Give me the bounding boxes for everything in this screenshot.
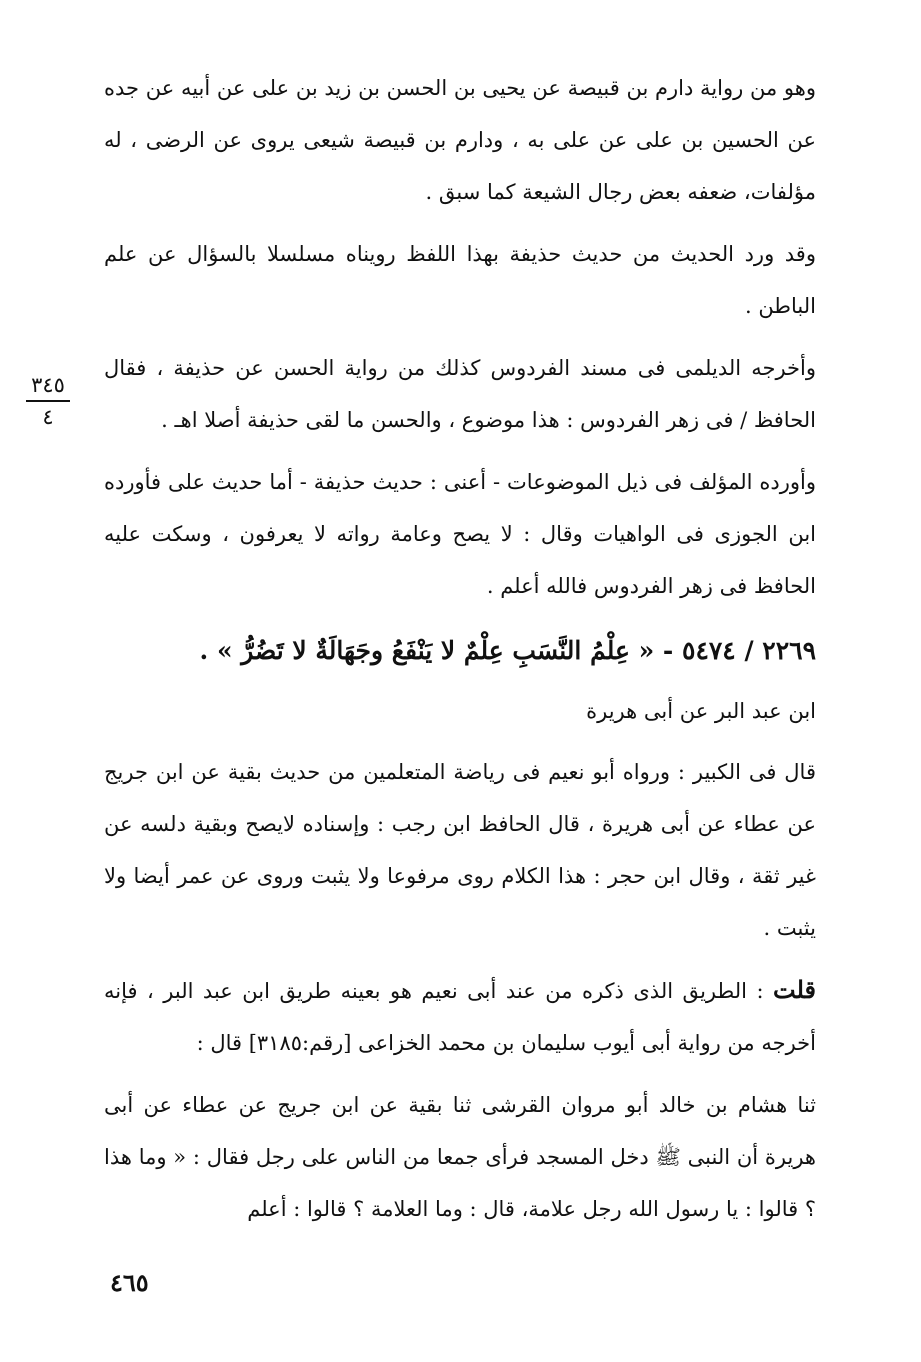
paragraph-2: وقد ورد الحديث من حديث حذيفة بهذا اللفظ رويناه مسلسلا بالسؤال عن علم الباطن . [104, 242, 816, 318]
margin-reference-top: ٣٤٥ [31, 373, 65, 397]
paragraph-commentary: قال فى الكبير : ورواه أبو نعيم فى رياضة المتعلمين من حديث بقية عن ابن جريج عن عطاء عن أبى هريرة ، قال الحافظ ابن رجب : وإسناده لايصح وبقية دلسه عن غير ثقة ، وقال ابن حجر : هذا الكلام روى مرفوعا ولا يثبت وروى عن عمر أيضا ولا يثبت . [104, 760, 816, 940]
margin-reference-bottom: ٤ [42, 405, 54, 429]
qult-text: : الطريق الذى ذكره من عند أبى نعيم هو بعينه طريق ابن عبد البر ، فإنه أخرجه من رواية أبى أيوب سليمان بن محمد الخزاعى [رقم:٣١٨٥] قال : [104, 979, 816, 1055]
paragraph-final: ثنا هشام بن خالد أبو مروان القرشى ثنا بقية عن ابن جريج عن عطاء عن أبى هريرة أن النبى ﷺ دخل المسجد فرأى جمعا من الناس على رجل فقال : « وما هذا ؟ قالوا : يا رسول الله رجل علامة، قال : وما العلامة ؟ قالوا : أعلم [104, 1093, 817, 1221]
margin-reference-divider [26, 400, 70, 402]
margin-reference [22, 372, 74, 430]
main-text-block [104, 62, 816, 1245]
qult-lead-word: قلت [773, 975, 816, 1004]
paragraph-qult [104, 964, 816, 1069]
hadith-source: ابن عبد البر عن أبى هريرة [586, 699, 816, 723]
paragraph-4: وأورده المؤلف فى ذيل الموضوعات - أعنى : حديث حذيفة - أما حديث على فأورده ابن الجوزى فى الواهيات وقال : لا يصح وعامة رواته لا يعرفون ، وسكت عليه الحافظ فى زهر الفردوس فالله أعلم . [104, 470, 816, 598]
hadith-heading: ٢٢٦٩ / ٥٤٧٤ - « عِلْمُ النَّسَبِ عِلْمٌ لا يَنْفَعُ وجَهَالَةٌ لا تَضُرُّ » . [199, 636, 816, 665]
paragraph-1: وهو من رواية دارم بن قبيصة عن يحيى بن الحسن بن زيد بن على عن أبيه عن جده عن الحسين بن على عن على به ، ودارم بن قبيصة شيعى يروى عن الرضى ، له مؤلفات، ضعفه بعض رجال الشيعة كما سبق . [104, 76, 816, 204]
paragraph-3: وأخرجه الديلمى فى مسند الفردوس كذلك من رواية الحسن عن حذيفة ، فقال الحافظ / فى زهر الفردوس : هذا موضوع ، والحسن ما لقى حذيفة أصلا اهـ . [104, 356, 816, 432]
page-number: ٤٦٥ [110, 1268, 149, 1297]
